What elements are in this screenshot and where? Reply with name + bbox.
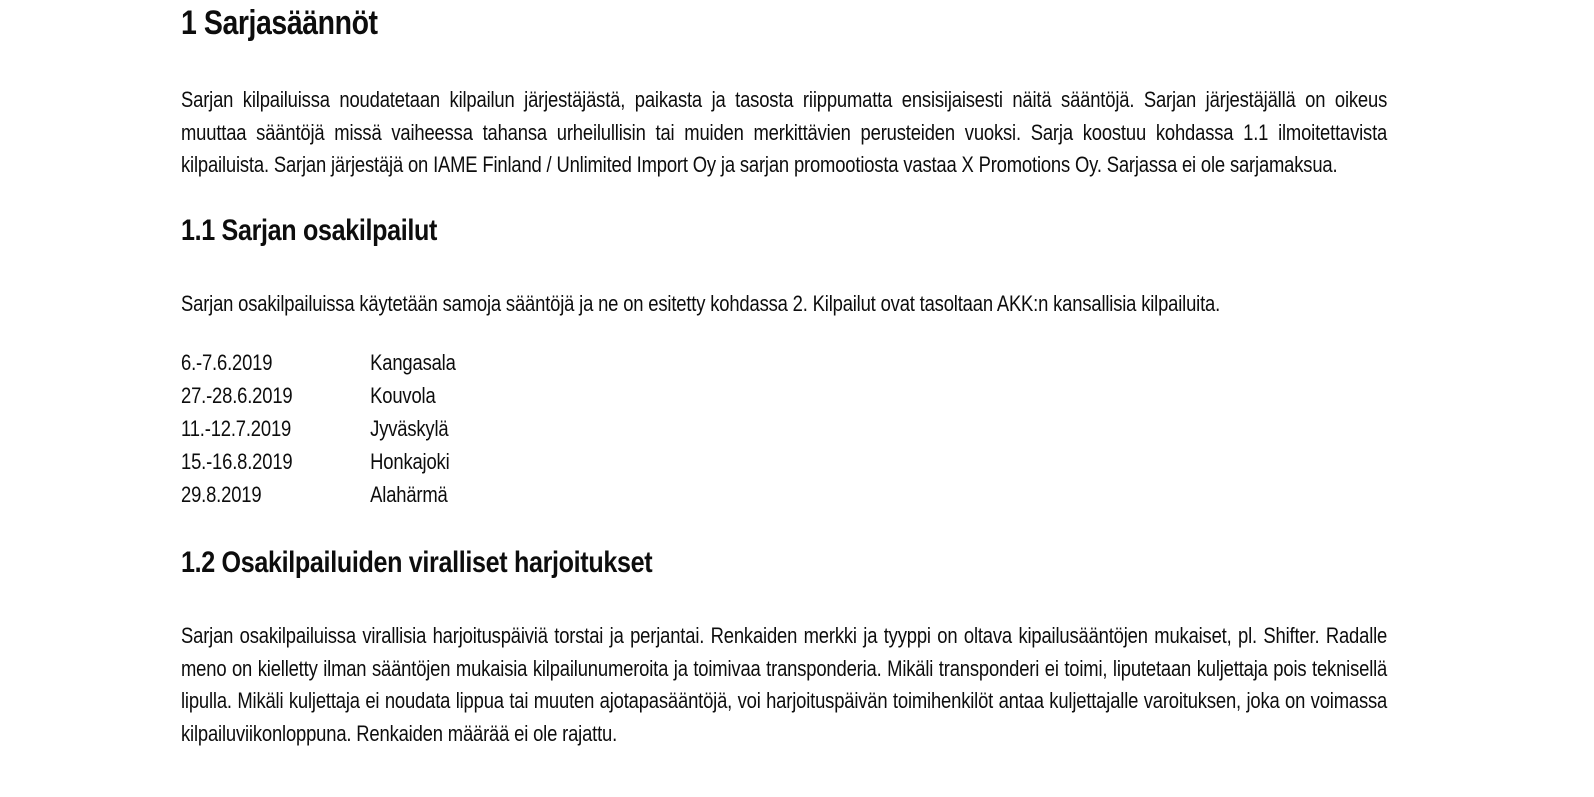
- section-1-paragraph: Sarjan kilpailuissa noudatetaan kilpailun järjestäjästä, paikasta ja tasosta riippumatta ensisijaisesti näitä sääntöjä. Sarjan järjestäjällä on oikeus muuttaa sääntöjä missä vaiheessa tahansa urheilullisin tai muiden merkittävien perusteiden vuoksi. Sarja koostuu kohdassa 1.1 ilmoitettavista kilpailuista. Sarjan järjestäjä on IAME Finland / Unlimited Import Oy ja sarjan promootiosta vastaa X Promotions Oy. Sarjassa ei ole sarjamaksua.: [181, 87, 1388, 177]
- event-location: Kangasala: [370, 350, 456, 375]
- event-location: Kouvola: [370, 383, 436, 408]
- document-content: [181, 0, 1387, 750]
- event-date: 11.-12.7.2019: [181, 416, 292, 441]
- section-1-2-paragraph: Sarjan osakilpailuissa virallisia harjoituspäiviä torstai ja perjantai. Renkaiden merkki ja tyyppi on oltava kipailusääntöjen mukaiset, pl. Shifter. Radalle meno on kielletty ilman sääntöjen mukaisia kilpailunumeroita ja toimivaa transponderia. Mikäli transponderi ei toimi, liputetaan kuljettaja pois teknisellä lipulla. Mikäli kuljettaja ei noudata lippua tai muuten ajotapasääntöjä, voi harjoituspäivän toimihenkilöt antaa kuljettajalle varoituksen, joka on voimassa kilpailuviikonloppuna. Renkaiden määrää ei ole rajattu.: [181, 623, 1388, 746]
- section-1-2-heading: 1.2 Osakilpailuiden viralliset harjoitukset: [181, 546, 653, 579]
- event-date: 29.8.2019: [181, 482, 262, 507]
- section-1-1-paragraph: Sarjan osakilpailuissa käytetään samoja sääntöjä ja ne on esitetty kohdassa 2. Kilpailut ovat tasoltaan AKK:n kansallisia kilpailuita.: [181, 290, 1221, 316]
- event-location: Honkajoki: [370, 449, 450, 474]
- event-date: 15.-16.8.2019: [181, 449, 293, 474]
- section-1-heading: 1 Sarjasäännöt: [181, 4, 378, 42]
- event-schedule: [181, 346, 1387, 511]
- event-date: 27.-28.6.2019: [181, 383, 293, 408]
- section-1-1-heading: 1.1 Sarjan osakilpailut: [181, 213, 438, 247]
- event-row: [181, 379, 1387, 412]
- event-location: Alahärmä: [370, 482, 448, 507]
- event-date: 6.-7.6.2019: [181, 350, 273, 375]
- event-row: [181, 478, 1387, 511]
- event-row: [181, 445, 1387, 478]
- event-location: Jyväskylä: [370, 416, 449, 441]
- event-row: [181, 412, 1387, 445]
- event-row: [181, 346, 1387, 379]
